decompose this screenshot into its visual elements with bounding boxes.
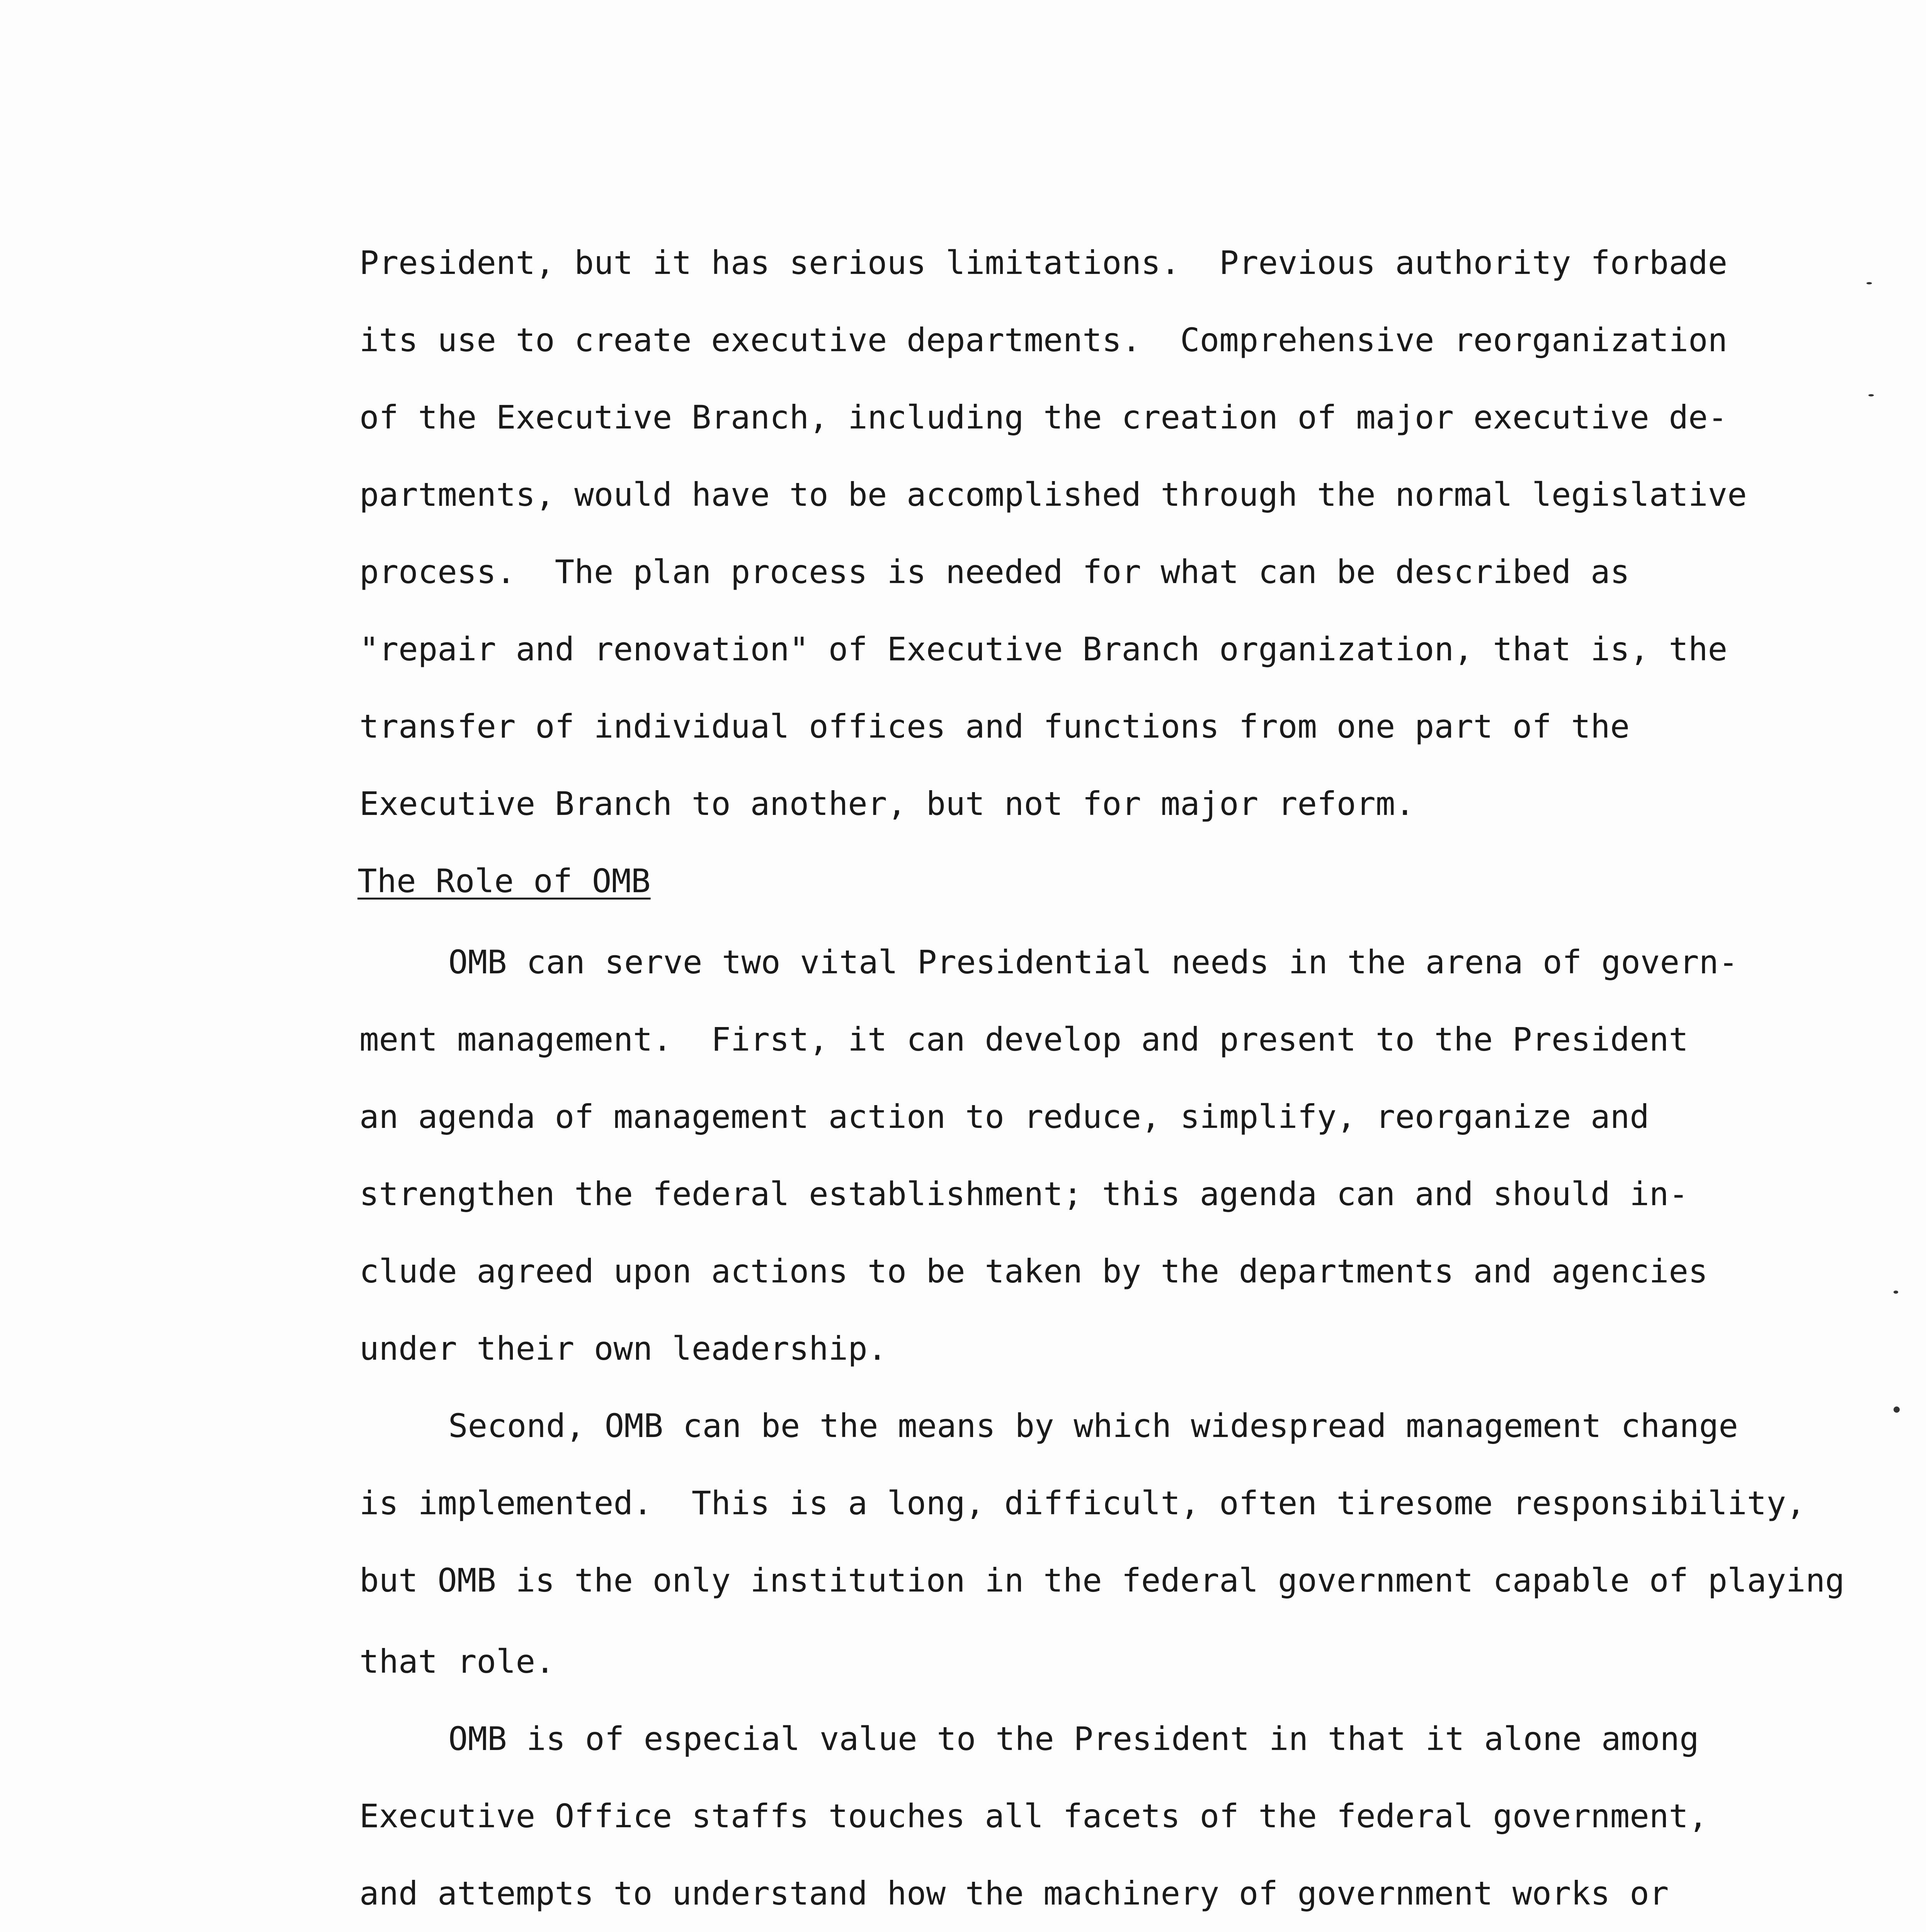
scan-speck xyxy=(1868,394,1874,396)
text-line: Executive Branch to another, but not for major reform. xyxy=(359,785,1415,823)
text-line: strengthen the federal establishment; this agenda can and should in- xyxy=(359,1175,1688,1213)
text-line: OMB is of especial value to the President in that it alone among xyxy=(448,1720,1699,1758)
text-line: process. The plan process is needed for what can be described as xyxy=(359,553,1630,591)
text-line: Executive Office staffs touches all facets of the federal government, xyxy=(359,1797,1708,1835)
text-line: "repair and renovation" of Executive Branch organization, that is, the xyxy=(359,630,1728,668)
scan-speck xyxy=(1894,1406,1900,1413)
text-line: its use to create executive departments. Comprehensive reorganization xyxy=(359,321,1728,359)
text-line: President, but it has serious limitations. Previous authority forbade xyxy=(359,244,1728,282)
scan-speck xyxy=(1866,282,1872,284)
text-line: Second, OMB can be the means by which widespread management change xyxy=(448,1407,1738,1445)
text-line: is implemented. This is a long, difficult, often tiresome responsibility, xyxy=(359,1484,1806,1522)
text-line: clude agreed upon actions to be taken by the departments and agencies xyxy=(359,1252,1708,1290)
text-line: an agenda of management action to reduce, simplify, reorganize and xyxy=(359,1098,1649,1136)
text-line: OMB can serve two vital Presidential needs in the arena of govern- xyxy=(448,943,1738,981)
text-line: under their own leadership. xyxy=(359,1330,887,1367)
text-line: and attempts to understand how the machinery of government works or xyxy=(359,1874,1669,1912)
text-line: but OMB is the only institution in the federal government capable of playing xyxy=(359,1561,1845,1599)
scan-speck xyxy=(1894,1291,1898,1294)
text-line: of the Executive Branch, including the creation of major executive de- xyxy=(359,398,1728,436)
text-line: that role. xyxy=(359,1643,555,1680)
text-line: transfer of individual offices and functions from one part of the xyxy=(359,707,1630,745)
text-line: ment management. First, it can develop and present to the President xyxy=(359,1020,1688,1058)
text-line: partments, would have to be accomplished through the normal legislative xyxy=(359,476,1747,514)
section-heading: The Role of OMB xyxy=(357,862,651,900)
